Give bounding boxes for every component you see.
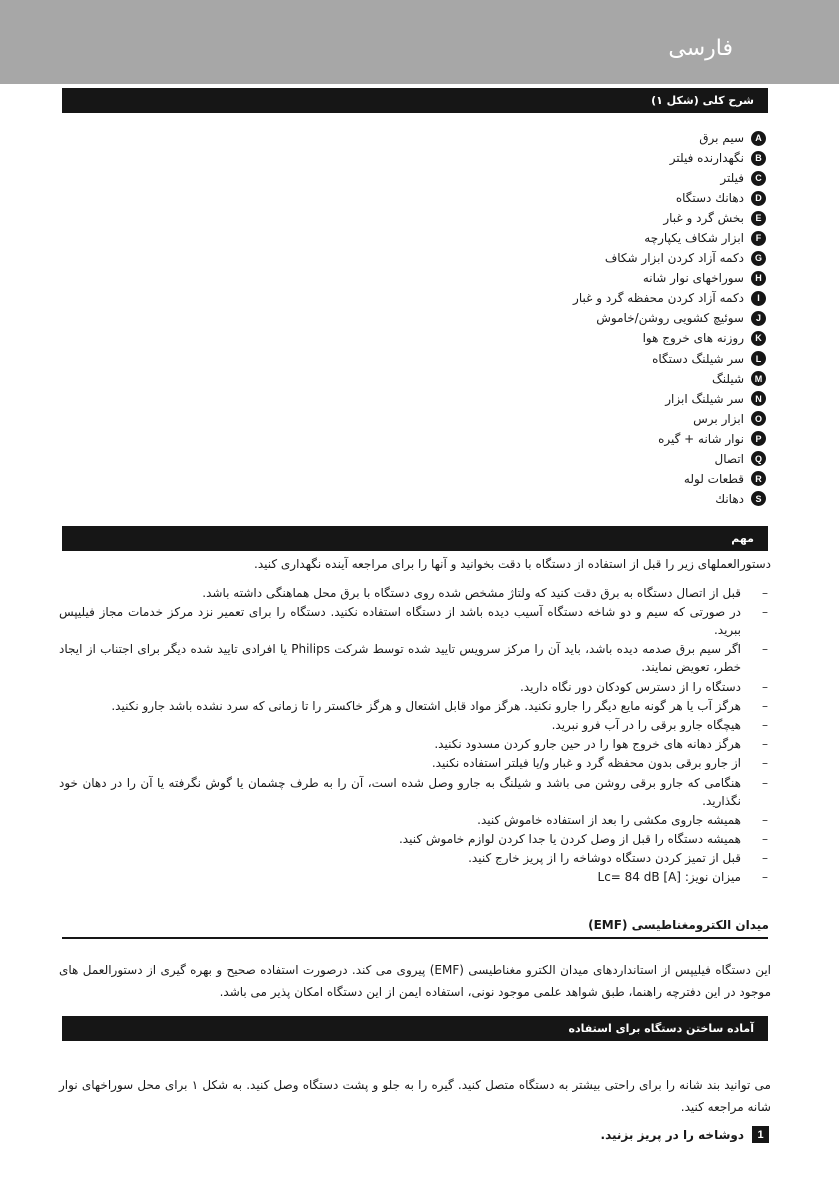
warning-text: همیشه دستگاه را قبل از وصل کردن یا جدا کردن لوازم خاموش کنید. bbox=[398, 831, 741, 846]
part-letter-badge: O bbox=[751, 411, 766, 426]
warning-text: در صورتی که سیم و دو شاخه دستگاه آسیب دیده باشد از دستگاه استفاده نکنید. دستگاه را برای تعمیر نزد مرکز خدمات مجاز فیلیپس ببرید. bbox=[59, 605, 741, 638]
part-letter-badge: A bbox=[751, 131, 766, 146]
part-label: نوار شانه + گیره bbox=[658, 431, 744, 446]
part-label: سر شیلنگ دستگاه bbox=[652, 351, 744, 366]
part-item bbox=[346, 208, 766, 228]
warning-item bbox=[59, 830, 771, 848]
part-letter-badge: L bbox=[751, 351, 766, 366]
part-letter-badge: G bbox=[751, 251, 766, 266]
section-bar-overview bbox=[62, 88, 768, 113]
dash-marker: – bbox=[762, 775, 768, 790]
warning-text: قبل از تمیز کردن دستگاه دوشاخه را از پریز خارج کنید. bbox=[468, 851, 741, 866]
part-label: روزنه های خروج هوا bbox=[642, 331, 744, 346]
part-letter-badge: D bbox=[751, 191, 766, 206]
dash-marker: – bbox=[762, 642, 768, 657]
warning-item bbox=[59, 678, 771, 696]
part-letter-badge: I bbox=[751, 291, 766, 306]
warning-item bbox=[59, 735, 771, 753]
section-bar-preparing bbox=[62, 1016, 768, 1041]
part-letter-badge: C bbox=[751, 171, 766, 186]
dash-marker: – bbox=[762, 756, 768, 771]
step-text: دوشاخه را در پریز بزنید. bbox=[600, 1127, 744, 1142]
warning-item bbox=[59, 640, 771, 676]
dash-marker: – bbox=[762, 605, 768, 620]
section-title-overview: شرح کلی (شکل ۱) bbox=[651, 94, 754, 107]
warning-list bbox=[59, 584, 771, 887]
warning-item bbox=[59, 716, 771, 734]
warning-text: اگر سیم برق صدمه دیده باشد، باید آن را مرکز سرویس تایید شده توسط شرکت Philips یا افرادی تایید شده دیگر برای اجتناب از ایجاد خطر، تعویض نمایند. bbox=[59, 642, 741, 675]
warning-text: هرگز آب یا هر گونه مایع دیگر را جارو نکنید. هرگز مواد قابل اشتعال و هرگز خاکستر را تا زمانی که سرد نشده باشد جارو نکنید. bbox=[111, 698, 741, 713]
part-letter-badge: F bbox=[751, 231, 766, 246]
part-letter-badge: S bbox=[751, 491, 766, 506]
step-number-badge: 1 bbox=[752, 1126, 769, 1143]
section-title-emf: میدان الکترومغناطیسی (EMF) bbox=[588, 918, 769, 932]
part-letter-badge: M bbox=[751, 371, 766, 386]
part-item bbox=[346, 389, 766, 409]
emf-paragraph: این دستگاه فیلیپس از استانداردهای میدان الکترو مغناطیسی (EMF) پیروی می کند. درصورت استفاده صحیح و بهره گیری از دستورالعمل های موجود در این دفترچه راهنما، طبق شواهد علمی موجود نونی، استفاده ایمن از این دستگاه امکان پذیر می باشد. bbox=[59, 963, 771, 999]
warning-item bbox=[59, 774, 771, 810]
part-label: قطعات لوله bbox=[683, 471, 744, 486]
warning-text: هنگامی که جارو برقی روشن می باشد و شیلنگ به جارو وصل شده است، آن را به طرف چشمان یا گوش نگرفته یا آن را در دهان خود نگذارید. bbox=[59, 775, 741, 808]
preparing-paragraph: می توانید بند شانه را برای راحتی بیشتر به دستگاه متصل کنید. گیره را به جلو و پشت دستگاه وصل کنید. به شکل ۱ برای محل سوراخهای نوار شانه مراجعه کنید. bbox=[59, 1078, 771, 1114]
dash-marker: – bbox=[762, 586, 768, 600]
part-label: بخش گرد و غبار bbox=[663, 211, 744, 226]
warning-text: دستگاه را از دسترس کودکان دور نگاه دارید. bbox=[519, 679, 741, 694]
parts-list bbox=[346, 128, 766, 509]
part-label: سوئیچ کشویی روشن/خاموش bbox=[596, 311, 744, 326]
part-letter-badge: N bbox=[751, 391, 766, 406]
part-item bbox=[346, 268, 766, 288]
warning-item bbox=[59, 584, 771, 602]
part-item bbox=[346, 168, 766, 188]
part-item bbox=[346, 369, 766, 389]
part-item bbox=[346, 429, 766, 449]
important-intro: دستورالعملهای زیر را قبل از استفاده از دستگاه با دقت بخوانید و آنها را برای مراجعه آینده نگهداری کنید. bbox=[254, 557, 771, 571]
warning-text: هرگز دهانه های خروج هوا را در حین جارو کردن مسدود نکنید. bbox=[434, 737, 741, 752]
warning-item bbox=[59, 811, 771, 829]
language-title: فارسی bbox=[668, 36, 733, 61]
warning-text: هیچگاه جارو برقی را در آب فرو نبرید. bbox=[551, 717, 741, 732]
step-1 bbox=[601, 1126, 769, 1143]
part-label: نگهدارنده فیلتر bbox=[669, 151, 744, 166]
part-label: سیم برق bbox=[699, 131, 744, 146]
part-letter-badge: B bbox=[751, 151, 766, 166]
part-item bbox=[346, 489, 766, 509]
part-label: فیلتر bbox=[720, 171, 744, 186]
dash-marker: – bbox=[762, 870, 768, 885]
part-item bbox=[346, 469, 766, 489]
dash-marker: – bbox=[762, 831, 768, 846]
part-item bbox=[346, 228, 766, 248]
part-label: سوراخهای نوار شانه bbox=[642, 271, 744, 286]
part-item bbox=[346, 248, 766, 268]
dash-marker: – bbox=[762, 717, 768, 732]
part-item bbox=[346, 449, 766, 469]
part-label: شیلنگ bbox=[711, 371, 744, 386]
part-letter-badge: R bbox=[751, 471, 766, 486]
part-letter-badge: E bbox=[751, 211, 766, 226]
part-letter-badge: J bbox=[751, 311, 766, 326]
section-title-preparing: آماده ساختن دستگاه برای استفاده bbox=[568, 1022, 754, 1035]
part-label: اتصال bbox=[714, 451, 744, 466]
part-item bbox=[346, 148, 766, 168]
warning-text: از جارو برقی بدون محفظه گرد و غبار و/یا فیلتر استفاده نکنید. bbox=[431, 756, 741, 771]
warning-item bbox=[59, 697, 771, 715]
warning-text: میزان نویز: Lc= 84 dB [A] bbox=[597, 870, 741, 885]
part-letter-badge: Q bbox=[751, 451, 766, 466]
part-label: سر شیلنگ ابزار bbox=[665, 391, 744, 406]
section-bar-important bbox=[62, 526, 768, 551]
part-item bbox=[346, 328, 766, 348]
part-letter-badge: K bbox=[751, 331, 766, 346]
warning-text: قبل از اتصال دستگاه به برق دقت کنید که ولتاژ مشخص شده روی دستگاه با برق محل هماهنگی داشته باشد. bbox=[202, 586, 741, 600]
warning-item bbox=[59, 754, 771, 772]
part-letter-badge: H bbox=[751, 271, 766, 286]
part-item bbox=[346, 409, 766, 429]
part-item bbox=[346, 288, 766, 308]
part-letter-badge: P bbox=[751, 431, 766, 446]
dash-marker: – bbox=[762, 698, 768, 713]
emf-divider bbox=[62, 937, 768, 939]
dash-marker: – bbox=[762, 737, 768, 752]
dash-marker: – bbox=[762, 851, 768, 866]
warning-item bbox=[59, 849, 771, 867]
warning-item bbox=[59, 603, 771, 639]
part-item bbox=[346, 349, 766, 369]
section-title-important: مهم bbox=[731, 532, 754, 545]
part-label: دکمه آزاد کردن محفظه گرد و غبار bbox=[573, 291, 744, 306]
part-item bbox=[346, 128, 766, 148]
part-item bbox=[346, 308, 766, 328]
warning-item bbox=[59, 868, 771, 886]
part-item bbox=[346, 188, 766, 208]
dash-marker: – bbox=[762, 679, 768, 694]
warning-text: همیشه جاروی مکشی را بعد از استفاده خاموش کنید. bbox=[477, 812, 741, 827]
part-label: ابزار شکاف یکپارچه bbox=[644, 231, 744, 246]
part-label: دهانك دستگاه bbox=[675, 191, 744, 206]
dash-marker: – bbox=[762, 812, 768, 827]
part-label: دکمه آزاد کردن ابزار شکاف bbox=[604, 251, 744, 266]
part-label: ابزار برس bbox=[693, 411, 744, 426]
part-label: دهانك bbox=[715, 491, 744, 506]
